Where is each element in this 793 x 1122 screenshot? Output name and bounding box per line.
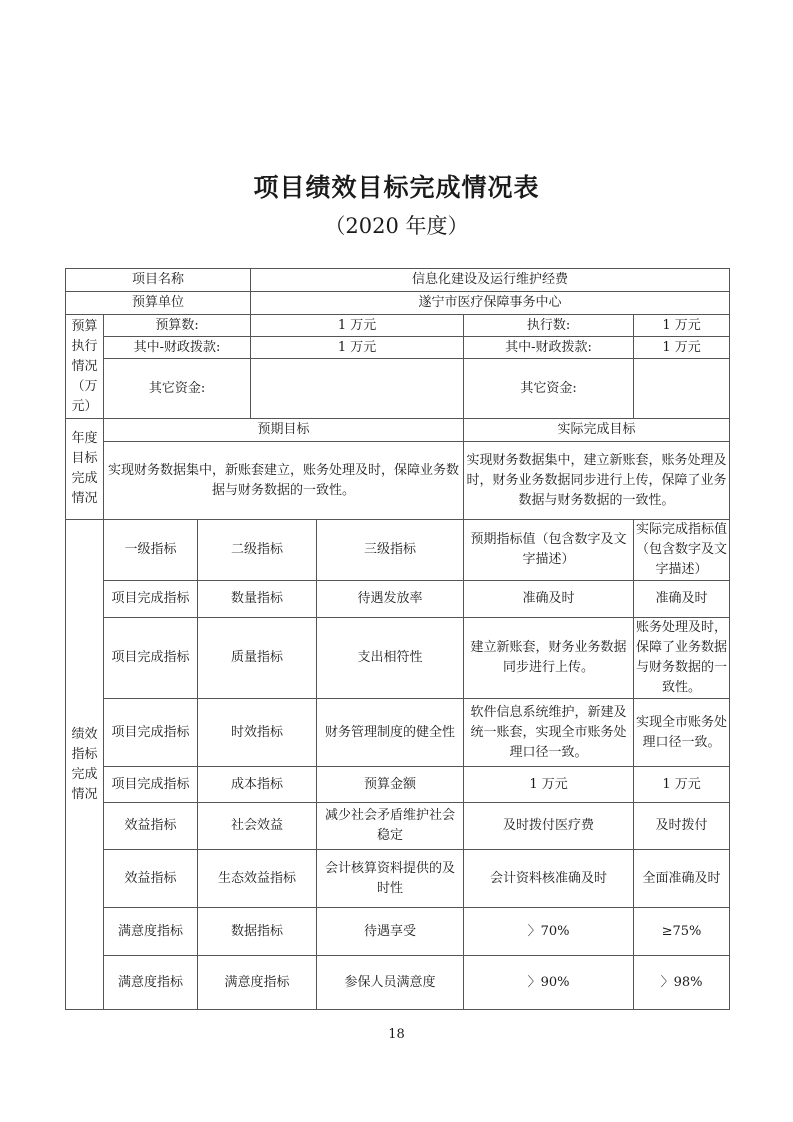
budget-label-b: 执行数:: [464, 315, 634, 337]
indicator-actual: 实现全市账务处理口径一致。: [634, 699, 730, 767]
budget-row: [66, 337, 730, 359]
indicator-level1: 项目完成指标: [104, 767, 198, 803]
budget-unit-label: 预算单位: [66, 292, 251, 315]
indicator-row: [66, 803, 730, 850]
indicator-level3: 财务管理制度的健全性: [317, 699, 464, 767]
indicator-row: [66, 767, 730, 803]
budget-section-label: 预算执行情况（万元）: [66, 315, 104, 419]
indicator-level2: 成本指标: [198, 767, 317, 803]
indicator-row: [66, 850, 730, 908]
expected-goal-header: 预期目标: [104, 419, 464, 442]
indicator-row: [66, 956, 730, 1010]
performance-table: [65, 268, 730, 1010]
budget-value-a: [251, 359, 464, 419]
indicator-expected: 准确及时: [464, 581, 634, 618]
row-project-name: [66, 269, 730, 292]
budget-label-a: 预算数:: [104, 315, 251, 337]
indicator-level1: 项目完成指标: [104, 618, 198, 699]
budget-value-a: 1 万元: [251, 337, 464, 359]
actual-goal-text: 实现财务数据集中，建立新账套，账务处理及时，财务业务数据同步进行上传，保障了业务数据与财务数据的一致性。: [464, 442, 730, 520]
budget-value-b: [634, 359, 730, 419]
indicator-level2: 满意度指标: [198, 956, 317, 1010]
budget-label-a: 其中-财政拨款:: [104, 337, 251, 359]
indicator-actual: 准确及时: [634, 581, 730, 618]
header-level1: 一级指标: [104, 520, 198, 581]
indicator-expected: 〉70%: [464, 908, 634, 956]
indicator-level2: 时效指标: [198, 699, 317, 767]
header-level3: 三级指标: [317, 520, 464, 581]
indicator-level1: 效益指标: [104, 850, 198, 908]
indicator-actual: 全面准确及时: [634, 850, 730, 908]
budget-row: [66, 359, 730, 419]
indicator-header-row: [66, 520, 730, 581]
indicator-level1: 满意度指标: [104, 908, 198, 956]
indicator-expected: 软件信息系统维护，新建及统一账套，实现全市账务处理口径一致。: [464, 699, 634, 767]
project-name-label: 项目名称: [66, 269, 251, 292]
indicator-level1: 效益指标: [104, 803, 198, 850]
annual-header-row: [66, 419, 730, 442]
annual-section-label: 年度目标完成情况: [66, 419, 104, 520]
indicator-level2: 数据指标: [198, 908, 317, 956]
page-subtitle: （2020 年度）: [324, 214, 469, 238]
budget-label-b: 其中-财政拨款:: [464, 337, 634, 359]
budget-value-b: 1 万元: [634, 337, 730, 359]
indicator-expected: 1 万元: [464, 767, 634, 803]
indicator-actual: 及时拨付: [634, 803, 730, 850]
indicator-row: [66, 699, 730, 767]
header-actual: 实际完成指标值（包含数字及文字描述）: [634, 520, 730, 581]
budget-value-a: 1 万元: [251, 315, 464, 337]
actual-goal-header: 实际完成目标: [464, 419, 730, 442]
indicator-actual: 〉98%: [634, 956, 730, 1010]
indicator-level3: 减少社会矛盾维护社会稳定: [317, 803, 464, 850]
indicator-row: [66, 618, 730, 699]
indicator-level1: 项目完成指标: [104, 699, 198, 767]
indicator-actual: 账务处理及时，保障了业务数据与财务数据的一致性。: [634, 618, 730, 699]
indicator-level3: 支出相符性: [317, 618, 464, 699]
indicator-level1: 项目完成指标: [104, 581, 198, 618]
indicator-level1: 满意度指标: [104, 956, 198, 1010]
performance-section-label: 绩效指标完成情况: [66, 520, 104, 1010]
indicator-expected: 〉90%: [464, 956, 634, 1010]
indicator-level3: 待遇享受: [317, 908, 464, 956]
budget-value-b: 1 万元: [634, 315, 730, 337]
indicator-expected: 会计资料核准确及时: [464, 850, 634, 908]
indicator-level2: 数量指标: [198, 581, 317, 618]
budget-label-a: 其它资金:: [104, 359, 251, 419]
header-level2: 二级指标: [198, 520, 317, 581]
indicator-actual: 1 万元: [634, 767, 730, 803]
indicator-expected: 及时拨付医疗费: [464, 803, 634, 850]
indicator-level2: 质量指标: [198, 618, 317, 699]
indicator-level3: 待遇发放率: [317, 581, 464, 618]
project-name-value: 信息化建设及运行维护经费: [251, 269, 730, 292]
indicator-level3: 预算金额: [317, 767, 464, 803]
indicator-level3: 会计核算资料提供的及时性: [317, 850, 464, 908]
indicator-row: [66, 581, 730, 618]
annual-content-row: [66, 442, 730, 520]
indicator-level2: 生态效益指标: [198, 850, 317, 908]
indicator-level2: 社会效益: [198, 803, 317, 850]
indicator-row: [66, 908, 730, 956]
header-expected: 预期指标值（包含数字及文字描述）: [464, 520, 634, 581]
expected-goal-text: 实现财务数据集中，新账套建立，账务处理及时，保障业务数据与财务数据的一致性。: [104, 442, 464, 520]
indicator-level3: 参保人员满意度: [317, 956, 464, 1010]
row-budget-unit: [66, 292, 730, 315]
indicator-expected: 建立新账套，财务业务数据同步进行上传。: [464, 618, 634, 699]
budget-row: [66, 315, 730, 337]
page-number: 18: [388, 1027, 405, 1042]
indicator-actual: ≥75%: [634, 908, 730, 956]
page-title: 项目绩效目标完成情况表: [253, 173, 540, 202]
budget-unit-value: 遂宁市医疗保障事务中心: [251, 292, 730, 315]
budget-label-b: 其它资金:: [464, 359, 634, 419]
